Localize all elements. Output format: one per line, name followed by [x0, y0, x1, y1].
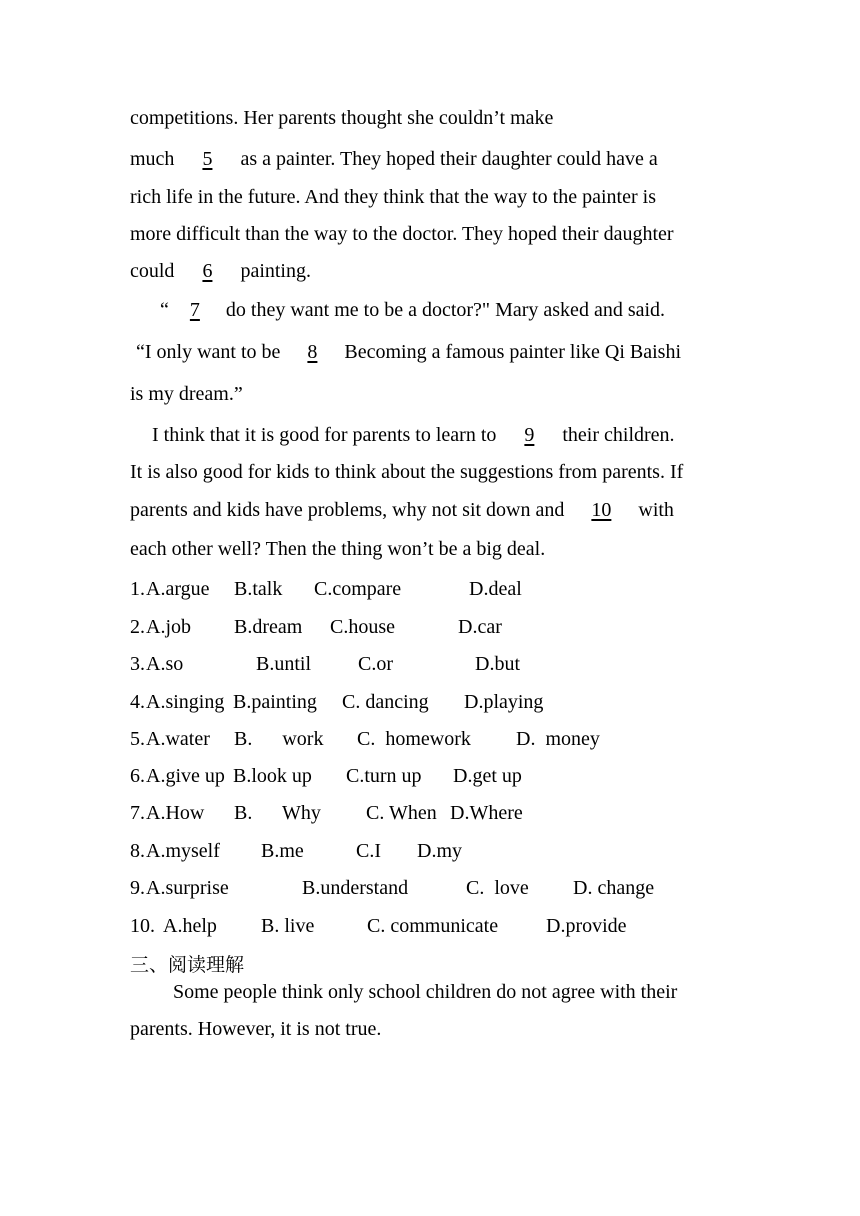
option-d: D.my	[417, 840, 462, 862]
blank-6: 6	[202, 260, 213, 282]
text: their children.	[557, 424, 675, 446]
option-a: A.myself	[146, 840, 220, 862]
option-b: B.dream	[234, 616, 303, 638]
option-d: D.get up	[453, 765, 522, 787]
blank-8: 8	[307, 341, 318, 363]
option-a: A.surprise	[146, 877, 229, 899]
option-d: D.playing	[464, 691, 544, 713]
blank-10: 10	[591, 499, 612, 521]
passage-line-5	[130, 259, 311, 283]
option-c: C. love	[466, 877, 529, 899]
option-number: 7.	[130, 802, 145, 824]
option-c: C.turn up	[346, 765, 422, 787]
option-a: A.give up	[146, 765, 225, 787]
passage-line-7	[136, 340, 681, 364]
option-a: A.help	[163, 915, 217, 937]
option-b: B. work	[234, 728, 324, 750]
passage-line-10: It is also good for kids to think about the suggestions from parents. If	[130, 461, 684, 483]
option-c: C. dancing	[342, 691, 429, 713]
text: I think that it is good for parents to learn to	[152, 424, 502, 446]
option-number: 10.	[130, 915, 160, 937]
blank-9: 9	[524, 424, 535, 446]
passage-line-2	[130, 147, 658, 171]
text: “	[160, 299, 169, 321]
option-number: 6.	[130, 765, 145, 787]
option-c: C. communicate	[367, 915, 499, 937]
text: “I only want to be	[136, 341, 286, 363]
section-heading: 三、阅读理解	[130, 954, 245, 976]
option-b: B.me	[261, 840, 304, 862]
option-d: D. money	[516, 728, 600, 750]
reading-paragraph-line-1: Some people think only school children do not agree with their	[173, 981, 678, 1003]
passage-line-11	[130, 498, 674, 522]
option-a: A.job	[146, 616, 191, 638]
option-d: D.deal	[469, 578, 522, 600]
passage-line-8: is my dream.”	[130, 383, 243, 405]
blank-5: 5	[202, 148, 213, 170]
option-a: A.water	[146, 728, 210, 750]
option-b: B.understand	[302, 877, 409, 899]
text: do they want me to be a doctor?" Mary asked and said.	[220, 299, 666, 321]
passage-line-4: more difficult than the way to the doctor. They hoped their daughter	[130, 223, 674, 245]
option-c: C.house	[330, 616, 395, 638]
option-number: 5.	[130, 728, 145, 750]
text: parents and kids have problems, why not sit down and	[130, 499, 570, 521]
text: much	[130, 148, 180, 170]
option-b: B. live	[261, 915, 315, 937]
passage-line-3: rich life in the future. And they think that the way to the painter is	[130, 186, 656, 208]
text: painting.	[235, 260, 311, 282]
passage-line-6	[160, 298, 665, 322]
passage-line-9	[152, 423, 675, 447]
option-number: 8.	[130, 840, 145, 862]
option-a: A.singing	[146, 691, 225, 713]
option-number: 2.	[130, 616, 145, 638]
option-a: A.How	[146, 802, 205, 824]
option-number: 9.	[130, 877, 145, 899]
option-c: C.I	[356, 840, 381, 862]
option-b: B.painting	[233, 691, 317, 713]
option-d: D.car	[458, 616, 502, 638]
option-a: A.argue	[146, 578, 210, 600]
text: as a painter. They hoped their daughter could have a	[235, 148, 658, 170]
option-number: 3.	[130, 653, 145, 675]
option-d: D. change	[573, 877, 655, 899]
text: Becoming a famous painter like Qi Baishi	[339, 341, 681, 363]
option-a: A.so	[146, 653, 184, 675]
option-d: D.provide	[546, 915, 627, 937]
option-d: D.Where	[450, 802, 523, 824]
option-c: C. homework	[357, 728, 471, 750]
option-b: B.look up	[233, 765, 312, 787]
blank-7: 7	[189, 299, 200, 321]
option-c: C. When	[366, 802, 437, 824]
option-c: C.or	[358, 653, 393, 675]
option-c: C.compare	[314, 578, 402, 600]
option-b: B.until	[256, 653, 312, 675]
option-number: 4.	[130, 691, 145, 713]
option-d: D.but	[475, 653, 520, 675]
option-number: 1.	[130, 578, 145, 600]
text: with	[633, 499, 674, 521]
text: could	[130, 260, 180, 282]
passage-line-1: competitions. Her parents thought she couldn’t make	[130, 107, 554, 129]
option-b: B. Why	[234, 802, 321, 824]
reading-paragraph-line-2: parents. However, it is not true.	[130, 1018, 382, 1040]
option-b: B.talk	[234, 578, 283, 600]
passage-line-12: each other well? Then the thing won’t be a big deal.	[130, 538, 546, 560]
